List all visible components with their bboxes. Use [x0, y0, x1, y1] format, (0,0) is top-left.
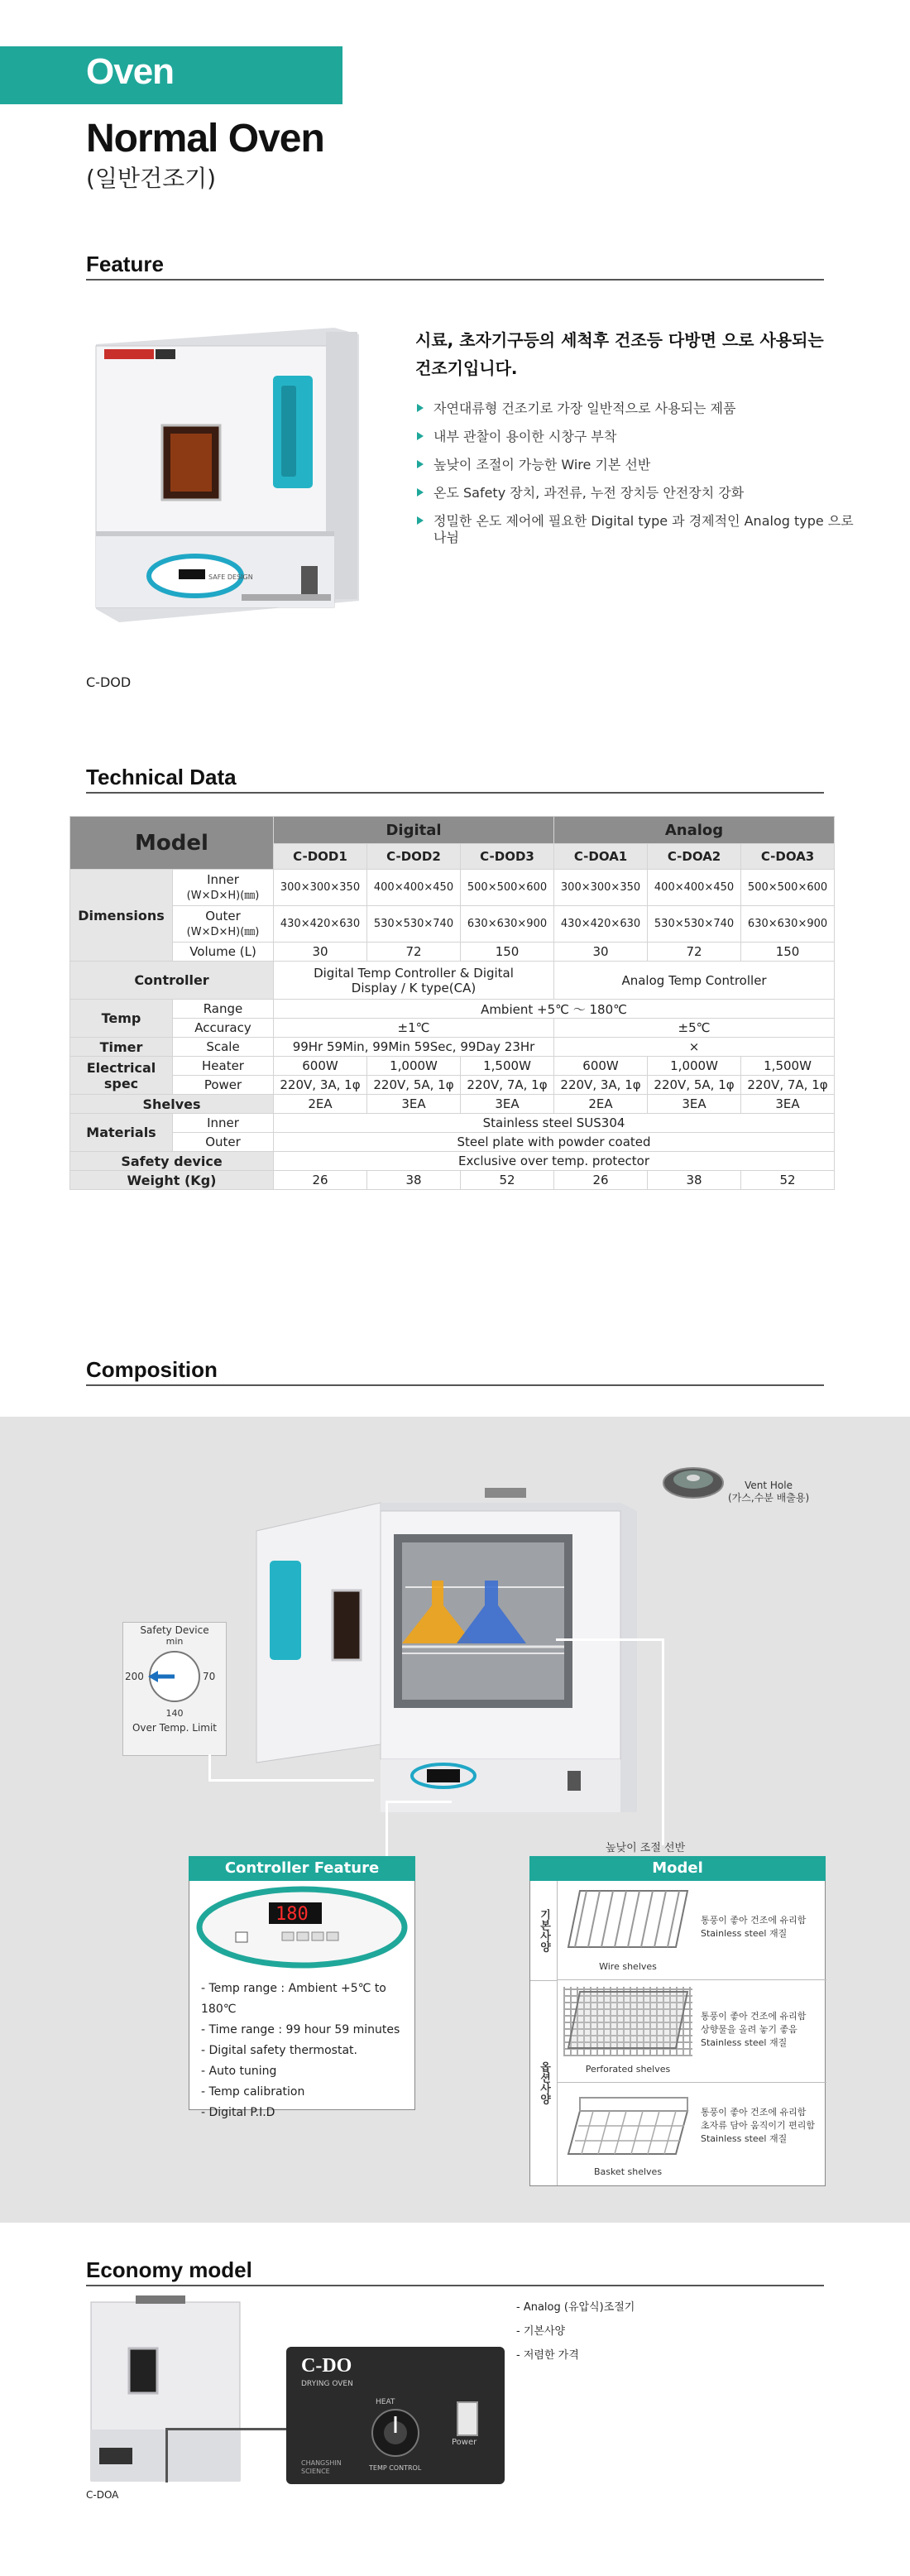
- safety-device-box: [122, 1622, 227, 1756]
- subrow-volume: Volume (L): [173, 943, 274, 962]
- table-cell: 99Hr 59Min, 99Min 59Sec, 99Day 23Hr: [274, 1038, 554, 1057]
- page-title: Normal Oven: [86, 117, 324, 161]
- table-cell: 1,000W: [648, 1057, 741, 1076]
- table-cell: 600W: [554, 1057, 648, 1076]
- technical-section-title: Technical Data: [86, 765, 237, 789]
- analog-group-header: Analog: [554, 817, 835, 844]
- shelf-description: 통풍이 좋아 건조에 유리함 초자류 담아 움직이기 편리함 Stainless steel 재질: [701, 2107, 816, 2144]
- table-cell: 3EA: [367, 1095, 461, 1114]
- oven-panel-text: SAFE DESIGN: [208, 573, 253, 581]
- power-switch-icon: [457, 2401, 478, 2436]
- feature-bullet: 자연대류형 건조기로 가장 일반적으로 사용되는 제품: [415, 401, 862, 417]
- table-cell: 3EA: [741, 1095, 835, 1114]
- feature-bullet-list: [415, 401, 862, 558]
- vent-hole-image: [662, 1458, 725, 1503]
- over-temp-label: Over Temp. Limit: [132, 1722, 218, 1734]
- table-cell: 630×630×900: [461, 906, 554, 943]
- table-cell: 26: [274, 1171, 367, 1190]
- table-cell: 630×630×900: [741, 906, 835, 943]
- perforated-shelf-image: [563, 1987, 692, 2056]
- option-spec-label: 옵션사양: [530, 1980, 558, 2185]
- table-cell: 220V, 5A, 1φ: [367, 1076, 461, 1095]
- table-cell: 300×300×350: [274, 870, 367, 906]
- controller-spec-item: - Digital safety thermostat.: [201, 2044, 357, 2057]
- shelf-description: 통풍이 좋아 건조에 유리함 Stainless steel 재질: [701, 1915, 807, 1939]
- connector-line: [165, 2428, 290, 2430]
- controller-spec-item: - Time range : 99 hour 59 minutes: [201, 2023, 400, 2036]
- table-cell: 150: [741, 943, 835, 962]
- economy-feature-item: - 기본사양: [516, 2325, 566, 2338]
- table-cell: 400×400×450: [367, 870, 461, 906]
- table-cell: 1,500W: [741, 1057, 835, 1076]
- subrow-scale: Scale: [173, 1038, 274, 1057]
- table-cell: 3EA: [461, 1095, 554, 1114]
- economy-divider: [86, 2285, 824, 2286]
- bullet-triangle-icon: [417, 516, 424, 525]
- row-header-temp: Temp: [70, 1000, 173, 1038]
- callout-line: [208, 1779, 374, 1782]
- table-cell: 3EA: [648, 1095, 741, 1114]
- row-header-electrical: Electrical spec: [70, 1057, 173, 1095]
- table-cell: ±5℃: [554, 1019, 835, 1038]
- basket-shelf-image: [563, 2089, 692, 2159]
- table-cell: ±1℃: [274, 1019, 554, 1038]
- subrow-inner: Inner (W×D×H)(㎜): [173, 870, 274, 906]
- controller-spec-list: [189, 1970, 414, 2123]
- table-cell: Steel plate with powder coated: [274, 1133, 835, 1152]
- controller-spec-item: - Auto tuning: [201, 2065, 277, 2078]
- dial-icon: [123, 1647, 226, 1708]
- subrow-accuracy: Accuracy: [173, 1019, 274, 1038]
- wire-shelf-image: [563, 1886, 692, 1955]
- table-cell: 150: [461, 943, 554, 962]
- callout-line: [556, 1638, 663, 1641]
- composition-divider: [86, 1384, 824, 1386]
- economy-feature-item: - 저렴한 가격: [516, 2349, 579, 2362]
- economy-feature-item: - Analog (유압식)조절기: [516, 2301, 635, 2314]
- model-panel: [529, 1856, 826, 2187]
- subrow-power: Power: [173, 1076, 274, 1095]
- shelf-name: Basket shelves: [593, 2166, 663, 2177]
- basic-spec-label: 기본사양: [530, 1881, 558, 1981]
- economy-section-title: Economy model: [86, 2257, 252, 2282]
- model-c-dod3: C-DOD3: [461, 844, 554, 870]
- subrow-mat-inner: Inner: [173, 1114, 274, 1133]
- dial-min-label: min: [165, 1636, 184, 1647]
- row-header-shelves: Shelves: [70, 1095, 274, 1114]
- table-cell: 220V, 3A, 1φ: [554, 1076, 648, 1095]
- controller-spec-item: - Temp range : Ambient +5℃ to 180℃: [201, 1982, 386, 2016]
- table-cell: 2EA: [274, 1095, 367, 1114]
- callout-line: [662, 1638, 664, 1845]
- controller-display-image: [189, 1881, 414, 1970]
- table-cell: 2EA: [554, 1095, 648, 1114]
- controller-spec-item: - Temp calibration: [201, 2085, 305, 2099]
- row-header-timer: Timer: [70, 1038, 173, 1057]
- table-cell: 38: [648, 1171, 741, 1190]
- row-header-dimensions: Dimensions: [70, 870, 173, 962]
- subrow-mat-outer: Outer: [173, 1133, 274, 1152]
- table-cell: 72: [367, 943, 461, 962]
- table-cell: 30: [274, 943, 367, 962]
- analog-panel-company: CHANGSHIN SCIENCE: [301, 2459, 342, 2475]
- feature-lead-text: 시료, 초자기구등의 세척후 건조등 다방면 으로 사용되는 건조기입니다.: [415, 330, 824, 378]
- oven-image-c-doa: [86, 2294, 243, 2491]
- dial-label-70: 70: [203, 1671, 216, 1682]
- bullet-triangle-icon: [417, 488, 424, 496]
- connector-line: [165, 2428, 168, 2482]
- analog-panel-sub: DRYING OVEN: [301, 2380, 353, 2388]
- dial-140-label: 140: [165, 1708, 184, 1719]
- economy-image-caption: C-DOA: [86, 2489, 119, 2501]
- table-cell: 500×500×600: [741, 870, 835, 906]
- feature-section-title: Feature: [86, 252, 164, 276]
- table-cell: Analog Temp Controller: [554, 962, 835, 1000]
- table-cell: 52: [461, 1171, 554, 1190]
- table-cell: 1,000W: [367, 1057, 461, 1076]
- open-oven-image: [240, 1481, 637, 1812]
- table-cell: 530×530×740: [367, 906, 461, 943]
- row-header-materials: Materials: [70, 1114, 173, 1152]
- analog-panel-brand: C-DO: [301, 2355, 352, 2377]
- digital-group-header: Digital: [274, 817, 554, 844]
- model-c-doa2: C-DOA2: [648, 844, 741, 870]
- feature-bullet: 내부 관찰이 용이한 시창구 부착: [415, 429, 862, 445]
- temp-control-knob-icon: [369, 2406, 422, 2459]
- model-header: Model: [70, 817, 274, 870]
- safety-device-label: Safety Device: [140, 1624, 209, 1636]
- callout-line: [386, 1801, 452, 1803]
- table-cell: Stainless steel SUS304: [274, 1114, 835, 1133]
- table-cell: Digital Temp Controller & Digital Display / K type(CA): [274, 962, 554, 1000]
- feature-image-caption: C-DOD: [86, 674, 132, 690]
- table-cell: 220V, 3A, 1φ: [274, 1076, 367, 1095]
- technical-divider: [86, 792, 824, 794]
- row-header-weight: Weight (Kg): [70, 1171, 274, 1190]
- table-cell: 30: [554, 943, 648, 962]
- model-c-dod1: C-DOD1: [274, 844, 367, 870]
- controller-spec-item: - Digital P.I.D: [201, 2106, 275, 2119]
- table-cell: 600W: [274, 1057, 367, 1076]
- shelf-name: Wire shelves: [599, 1961, 657, 1972]
- category-label: Oven: [86, 51, 175, 92]
- page-subtitle: (일반건조기): [86, 165, 217, 192]
- feature-bullet: 높낮이 조절이 가능한 Wire 기본 선반: [415, 457, 862, 473]
- analog-controller-panel: [286, 2347, 505, 2484]
- bullet-triangle-icon: [417, 404, 424, 412]
- table-cell: 72: [648, 943, 741, 962]
- row-header-controller: Controller: [70, 962, 274, 1000]
- shelf-name: Perforated shelves: [585, 2064, 671, 2075]
- subrow-outer: Outer (W×D×H)(㎜): [173, 906, 274, 943]
- callout-line: [386, 1801, 388, 1859]
- table-cell: 220V, 7A, 1φ: [461, 1076, 554, 1095]
- bullet-triangle-icon: [417, 460, 424, 468]
- feature-divider: [86, 279, 824, 281]
- model-c-dod2: C-DOD2: [367, 844, 461, 870]
- vent-hole-label: Vent Hole (가스,수분 배출용): [728, 1480, 810, 1504]
- composition-section-title: Composition: [86, 1357, 218, 1382]
- feature-bullet: 정밀한 온도 제어에 필요한 Digital type 과 경제적인 Analog type 으로 나뉨: [415, 513, 862, 546]
- table-cell: 430×420×630: [274, 906, 367, 943]
- bullet-triangle-icon: [417, 432, 424, 440]
- table-cell: 52: [741, 1171, 835, 1190]
- dial-label-200: 200: [125, 1671, 144, 1682]
- model-panel-title: Model: [529, 1856, 826, 1881]
- table-cell: 38: [367, 1171, 461, 1190]
- model-c-doa1: C-DOA1: [554, 844, 648, 870]
- controller-display-value: 180: [275, 1904, 309, 1925]
- technical-data-table: [69, 816, 835, 1190]
- table-cell: 220V, 7A, 1φ: [741, 1076, 835, 1095]
- subrow-heater: Heater: [173, 1057, 274, 1076]
- table-cell: 1,500W: [461, 1057, 554, 1076]
- controller-feature-panel: [189, 1856, 415, 2119]
- table-cell: 26: [554, 1171, 648, 1190]
- analog-panel-heat: HEAT: [376, 2398, 395, 2406]
- table-cell: 500×500×600: [461, 870, 554, 906]
- table-cell: 400×400×450: [648, 870, 741, 906]
- model-c-doa3: C-DOA3: [741, 844, 835, 870]
- economy-feature-list: [516, 2295, 635, 2367]
- table-cell: 430×420×630: [554, 906, 648, 943]
- analog-dial-label: TEMP CONTROL: [369, 2464, 422, 2472]
- shelf-description: 통풍이 좋아 건조에 유리함 상향물을 올려 놓기 좋음 Stainless steel 재질: [701, 2011, 807, 2048]
- table-cell: 220V, 5A, 1φ: [648, 1076, 741, 1095]
- table-cell: 300×300×350: [554, 870, 648, 906]
- oven-image-c-dod: [86, 328, 367, 634]
- subrow-range: Range: [173, 1000, 274, 1019]
- callout-line: [208, 1754, 211, 1781]
- table-cell: ×: [554, 1038, 835, 1057]
- shelf-adjust-label: 높낮이 조절 선반: [606, 1842, 686, 1854]
- analog-panel-power: Power: [452, 2438, 477, 2447]
- controller-feature-title: Controller Feature: [189, 1856, 415, 1881]
- table-cell: Exclusive over temp. protector: [274, 1152, 835, 1171]
- table-cell: 530×530×740: [648, 906, 741, 943]
- row-header-safety: Safety device: [70, 1152, 274, 1171]
- table-cell: Ambient +5℃ ～ 180℃: [274, 1000, 835, 1019]
- feature-bullet: 온도 Safety 장치, 과전류, 누전 장치등 안전장치 강화: [415, 485, 862, 501]
